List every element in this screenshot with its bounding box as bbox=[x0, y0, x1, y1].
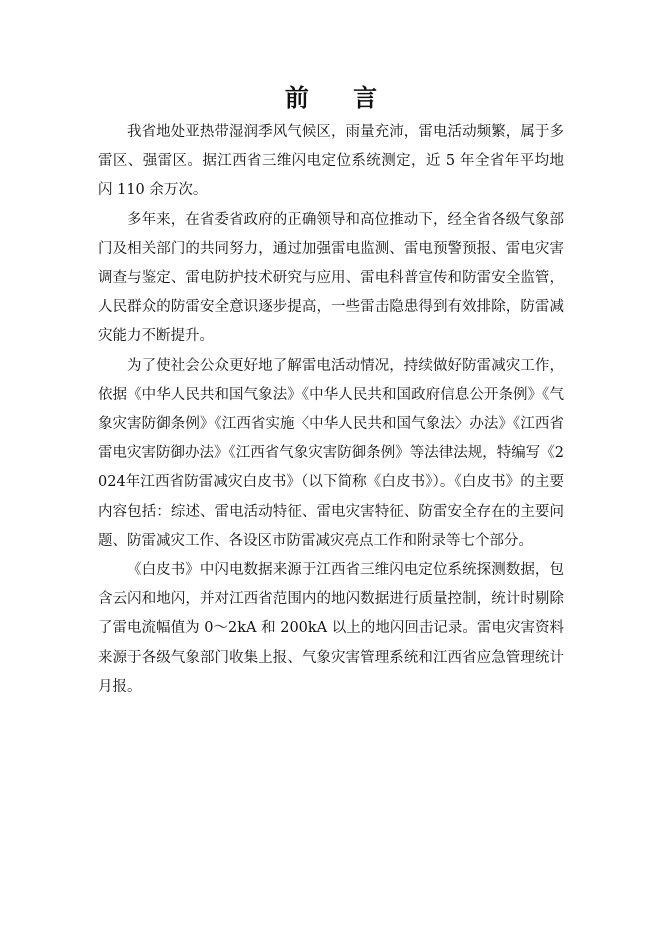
paragraph-climate: 我省地处亚热带湿润季风气候区，雨量充沛，雷电活动频繁，属于多雷区、强雷区。据江西省三维闪电定位系统测定，近 5 年全省年平均地闪 110 余万次。 bbox=[98, 124, 564, 199]
document-body bbox=[98, 118, 564, 702]
page-title: 前 言 bbox=[284, 83, 396, 112]
paragraph-achievements: 多年来，在省委省政府的正确领导和高位推动下，经全省各级气象部门及相关部门的共同努力，通过加强雷电监测、雷电预警预报、雷电灾害调查与鉴定、雷电防护技术研究与应用、雷电科普宣传和防雷安全监管，人民群众的防雷安全意识逐步提高，一些雷击隐患得到有效排除，防雷减灾能力不断提升。 bbox=[98, 211, 564, 345]
paragraph-purpose: 为了使社会公众更好地了解雷电活动情况，持续做好防雷减灾工作，依据《中华人民共和国气象法》《中华人民共和国政府信息公开条例》《气象灾害防御条例》《江西省实施〈中华人民共和国气象法〉办法》《江西省雷电灾害防御办法》《江西省气象灾害防御条例》等法律法规，特编写《2024年江西省防雷减灾白皮书》（以下简称《白皮书》）。《白皮书》的主要内容包括：综述、雷电活动特征、雷电灾害特征、防雷安全存在的主要问题、防雷减灾工作、各设区市防雷减灾亮点工作和附录等七个部分。 bbox=[98, 357, 564, 549]
paragraph-data-sources: 《白皮书》中闪电数据来源于江西省三维闪电定位系统探测数据，包含云闪和地闪，并对江西省范围内的地闪数据进行质量控制，统计时剔除了雷电流幅值为 0～2kA 和 200kA 以上的地闪回击记录。雷电灾害资料来源于各级气象部门收集上报、气象灾害管理系统和江西省应急管理统计月报。 bbox=[98, 562, 564, 695]
